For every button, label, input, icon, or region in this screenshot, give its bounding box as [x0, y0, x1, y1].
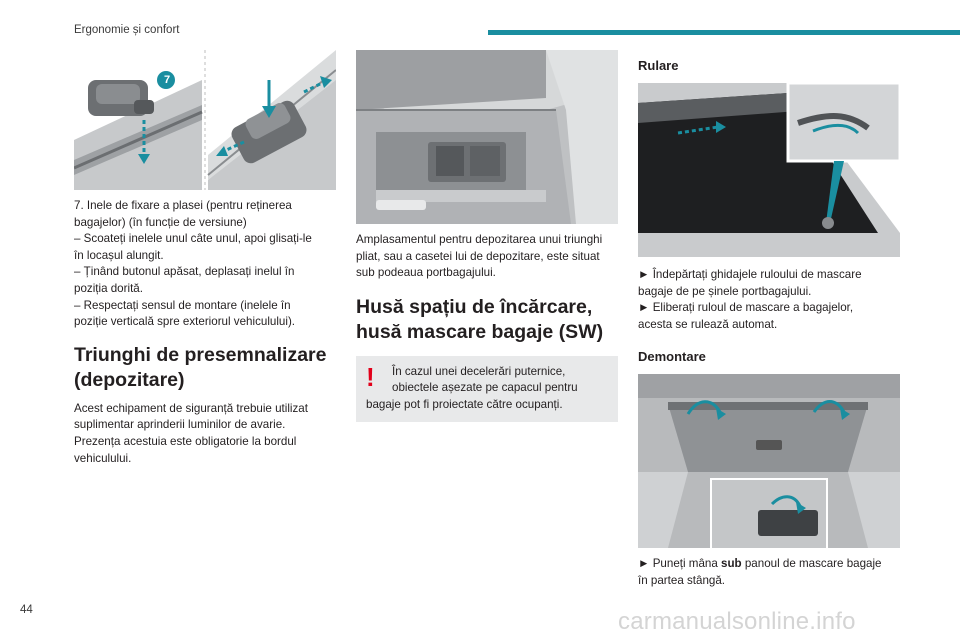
text-line: 7. Inele de fixare a plasei (pentru reținerea — [74, 199, 292, 212]
step-line: ► Eliberați ruloul de mascare a bagajelor, — [638, 301, 854, 315]
storage-caption — [356, 232, 618, 282]
rulare-steps — [638, 267, 900, 333]
text-line: vehiculului. — [74, 451, 132, 465]
warning-line: bagaje pot fi proiectate către ocupanți. — [366, 397, 563, 411]
text-line: – Respectați sensul de montare (inelele în — [74, 298, 291, 312]
text-line: Prezența acestuia este obligatorie la bordul — [74, 434, 297, 448]
text-line: Acest echipament de siguranță trebuie utilizat — [74, 401, 308, 415]
step-line: bagaje de pe șinele portbagajului. — [638, 284, 812, 298]
demontare-step — [638, 556, 900, 589]
column-left — [74, 50, 336, 467]
column-middle — [356, 50, 618, 422]
step-bold: sub — [721, 557, 742, 571]
text-line: sub podeaua portbagajului. — [356, 266, 496, 280]
callout-badge-7: 7 — [163, 74, 171, 86]
heading-line: Husă spațiu de încărcare, — [356, 295, 593, 318]
roller-blind-illustration — [638, 83, 900, 257]
boot-storage-illustration — [356, 50, 618, 224]
column-right — [638, 58, 900, 590]
watermark: carmanualsonline.info — [618, 608, 856, 635]
step-suffix: panoul de mascare bagaje — [741, 557, 882, 571]
demontare-heading: Demontare — [638, 349, 706, 365]
text-line: bagajelor) (în funcție de versiune) — [74, 215, 247, 229]
warning-triangle-paragraph — [74, 401, 336, 467]
step-line — [638, 556, 900, 573]
warning-line: În cazul unei decelerări puternice, — [392, 364, 566, 378]
warning-triangle-heading — [74, 343, 336, 393]
step-line: ► Îndepărtați ghidajele ruloului de mascare — [638, 268, 862, 281]
exclamation-icon: ! — [366, 361, 375, 392]
step-line: acesta se rulează automat. — [638, 317, 778, 331]
page-number: 44 — [20, 604, 33, 616]
rulare-heading: Rulare — [638, 58, 679, 73]
heading-line: husă mascare bagaje (SW) — [356, 320, 604, 343]
text-line: pliat, sau a casetei lui de depozitare, este situat — [356, 249, 600, 263]
header-section-title: Ergonomie și confort — [74, 24, 180, 36]
heading-line: (depozitare) — [74, 368, 185, 391]
heading-line: Triunghi de presemnalizare — [74, 343, 327, 366]
text-line: poziție verticală spre exteriorul vehiculului). — [74, 315, 296, 329]
text-line: Amplasamentul pentru depozitarea unui triunghi — [356, 233, 603, 246]
warning-box — [356, 356, 618, 422]
warning-line: obiectele așezate pe capacul pentru — [392, 381, 578, 395]
removal-illustration — [638, 374, 900, 548]
text-line: suplimentar aprinderii luminilor de avarie. — [74, 418, 286, 432]
text-line: poziția dorită. — [74, 281, 143, 295]
step-line: în partea stângă. — [638, 573, 726, 587]
text-line: în locașul alungit. — [74, 248, 164, 262]
header-accent-bar — [488, 30, 960, 35]
net-rings-illustration — [74, 50, 336, 190]
net-rings-description — [74, 198, 336, 331]
cover-heading — [356, 295, 618, 345]
step-prefix: ► Puneți mâna — [638, 557, 722, 571]
text-line: – Scoateți inelele unul câte unul, apoi glisați-le — [74, 232, 312, 246]
text-line: – Ținând butonul apăsat, deplasați inelul în — [74, 265, 295, 279]
